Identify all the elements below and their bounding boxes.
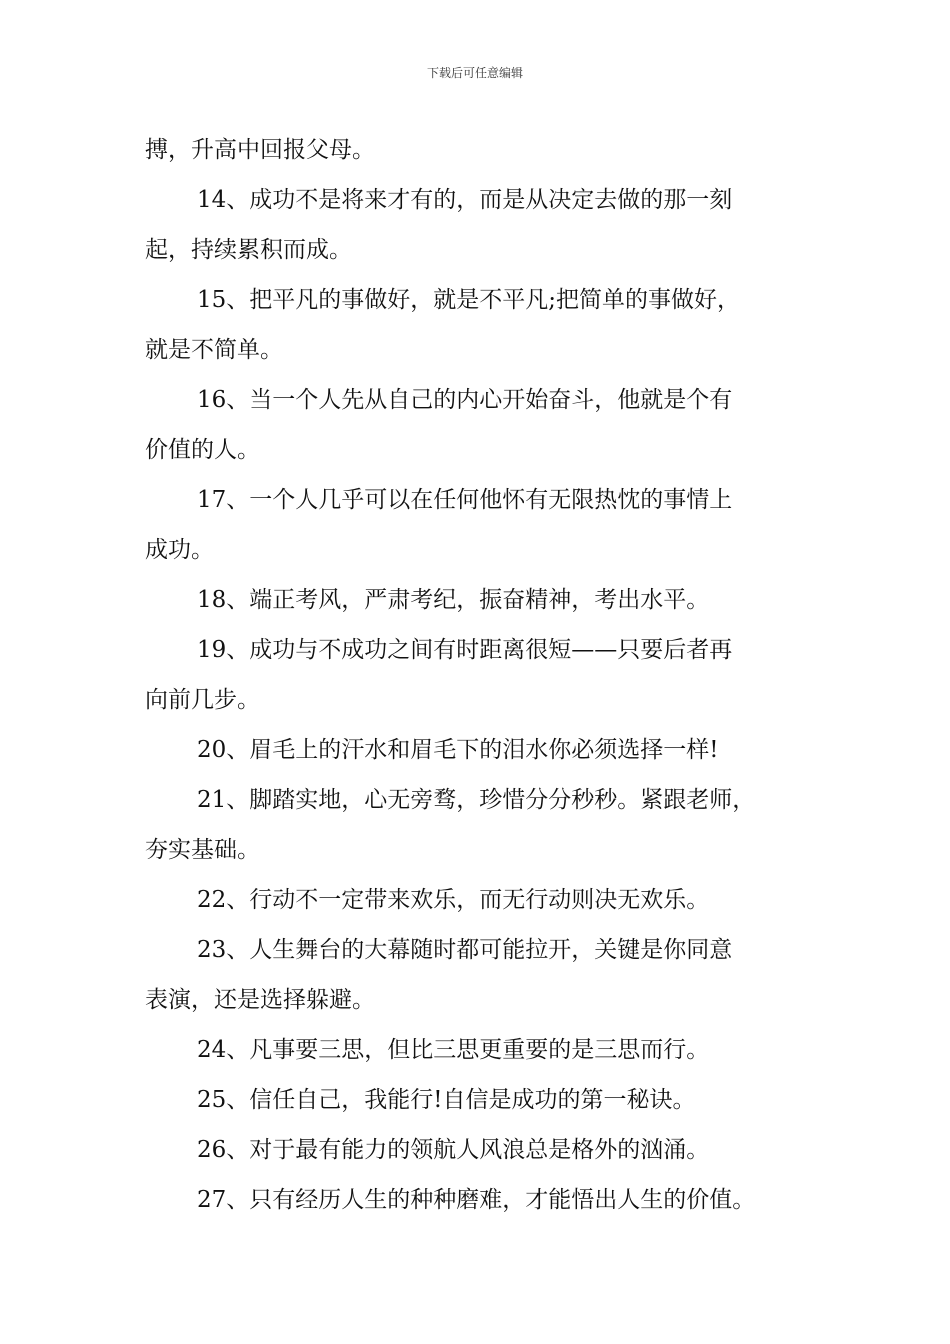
paragraph-line: 25、信任自己，我能行!自信是成功的第一秘诀。 (197, 1087, 696, 1113)
paragraph-line: 起，持续累积而成。 (145, 237, 352, 263)
paragraph-line: 20、眉毛上的汗水和眉毛下的泪水你必须选择一样! (197, 737, 719, 763)
paragraph-line: 表演，还是选择躲避。 (145, 987, 375, 1013)
paragraph-line: 成功。 (145, 537, 214, 563)
paragraph-line: 就是不简单。 (145, 337, 283, 363)
paragraph (145, 1075, 815, 1125)
paragraph-line: 向前几步。 (145, 687, 260, 713)
paragraph (145, 575, 815, 625)
paragraph (145, 625, 815, 725)
paragraph (145, 1175, 815, 1225)
paragraph-line: 14、成功不是将来才有的，而是从决定去做的那一刻 (197, 187, 733, 213)
paragraph-line: 24、凡事要三思，但比三思更重要的是三思而行。 (197, 1037, 710, 1063)
paragraph (145, 125, 815, 175)
page-header: 下载后可任意编辑 (426, 66, 523, 80)
paragraph-line: 夯实基础。 (145, 837, 260, 863)
paragraph (145, 875, 815, 925)
paragraph-line: 15、把平凡的事做好，就是不平凡;把简单的事做好， (197, 287, 741, 313)
paragraph-line: 16、当一个人先从自己的内心开始奋斗，他就是个有 (197, 387, 733, 413)
document-body (145, 125, 815, 1225)
paragraph-line: 21、脚踏实地，心无旁骛，珍惜分分秒秒。紧跟老师， (197, 787, 756, 813)
paragraph (145, 375, 815, 475)
paragraph (145, 925, 815, 1025)
paragraph-line: 17、一个人几乎可以在任何他怀有无限热忱的事情上 (197, 487, 733, 513)
paragraph-line: 搏，升高中回报父母。 (145, 137, 375, 163)
paragraph (145, 725, 815, 775)
paragraph-line: 26、对于最有能力的领航人风浪总是格外的汹涌。 (197, 1137, 710, 1163)
paragraph-line: 价值的人。 (145, 437, 260, 463)
paragraph-line: 27、只有经历人生的种种磨难，才能悟出人生的价值。 (197, 1187, 756, 1213)
paragraph (145, 175, 815, 275)
paragraph (145, 1025, 815, 1075)
paragraph (145, 775, 815, 875)
paragraph-line: 22、行动不一定带来欢乐，而无行动则决无欢乐。 (197, 887, 710, 913)
paragraph-line: 23、人生舞台的大幕随时都可能拉开，关键是你同意 (197, 937, 733, 963)
paragraph-line: 18、端正考风，严肃考纪，振奋精神，考出水平。 (197, 587, 710, 613)
paragraph (145, 275, 815, 375)
paragraph (145, 1125, 815, 1175)
paragraph-line: 19、成功与不成功之间有时距离很短——只要后者再 (197, 637, 733, 663)
paragraph (145, 475, 815, 575)
